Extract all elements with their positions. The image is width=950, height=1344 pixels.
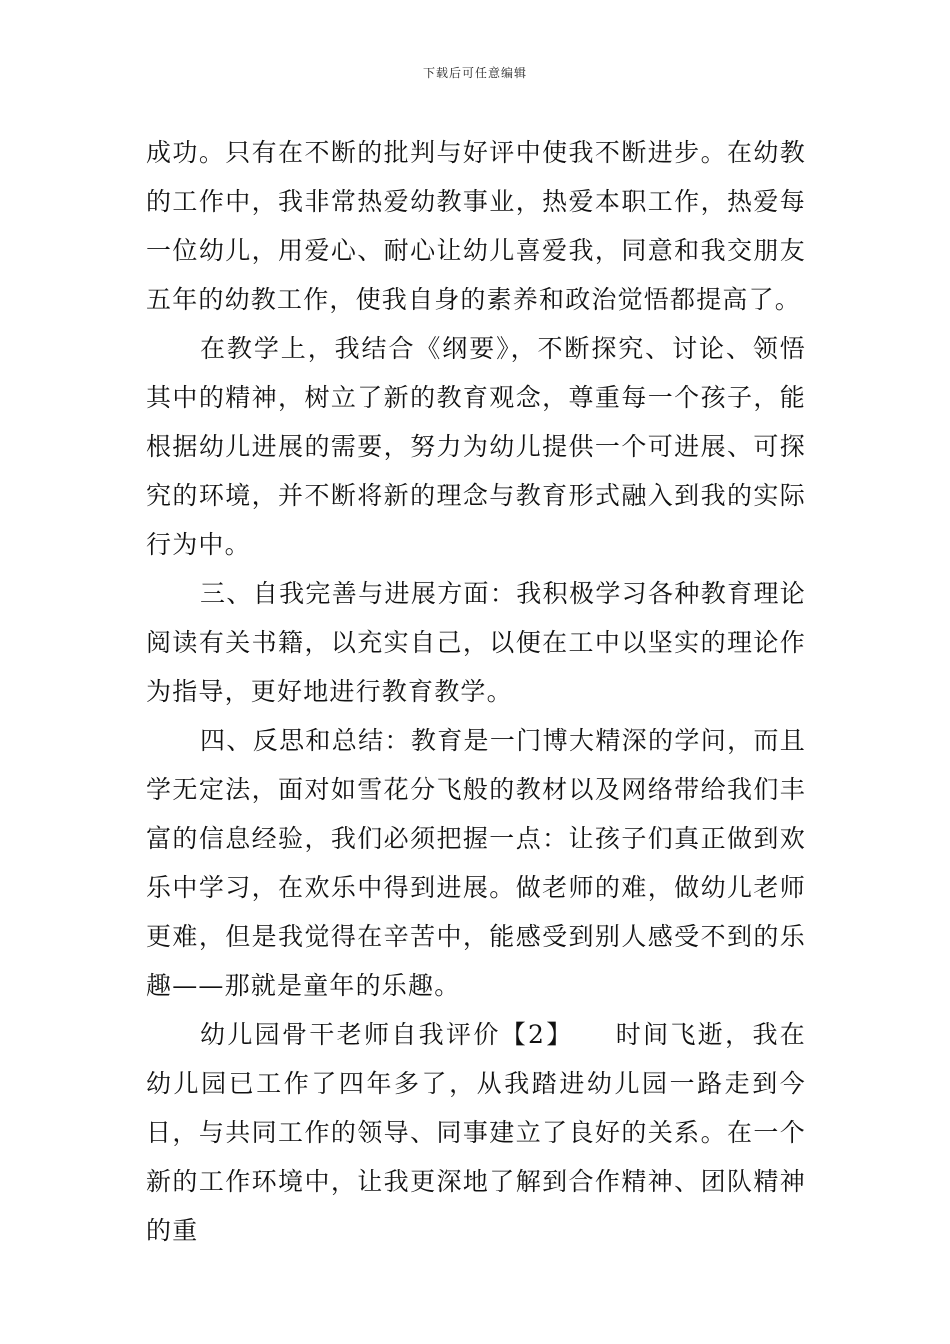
document-body <box>146 128 806 1255</box>
paragraph-1: 成功。只有在不断的批判与好评中使我不断进步。在幼教的工作中，我非常热爱幼教事业，热爱本职工作，热爱每一位幼儿，用爱心、耐心让幼儿喜爱我，同意和我交朋友五年的幼教工作，使我自身的素养和政治觉悟都提高了。 <box>146 138 806 314</box>
paragraph-3: 三、自我完善与进展方面：我积极学习各种教育理论阅读有关书籍，以充实自己，以便在工中以坚实的理论作为指导，更好地进行教育教学。 <box>146 579 806 706</box>
paragraph-4: 四、反思和总结：教育是一门博大精深的学问，而且学无定法，面对如雪花分飞般的教材以及网络带给我们丰富的信息经验，我们必须把握一点：让孩子们真正做到欢乐中学习，在欢乐中得到进展。做老师的难，做幼儿老师更难，但是我觉得在辛苦中，能感受到别人感受不到的乐趣——那就是童年的乐趣。 <box>146 726 806 1000</box>
paragraph-5: 幼儿园骨干老师自我评价【2】 时间飞逝，我在幼儿园已工作了四年多了，从我踏进幼儿园一路走到今日，与共同工作的领导、同事建立了良好的关系。在一个新的工作环境中，让我更深地了解到合作精神、团队精神的重 <box>146 1020 806 1245</box>
page-header: 下载后可任意编辑 <box>422 66 527 80</box>
paragraph-2: 在教学上，我结合《纲要》，不断探究、讨论、领悟其中的精神，树立了新的教育观念，尊重每一个孩子，能根据幼儿进展的需要，努力为幼儿提供一个可进展、可探究的环境，并不断将新的理念与教育形式融入到我的实际行为中。 <box>146 334 806 559</box>
